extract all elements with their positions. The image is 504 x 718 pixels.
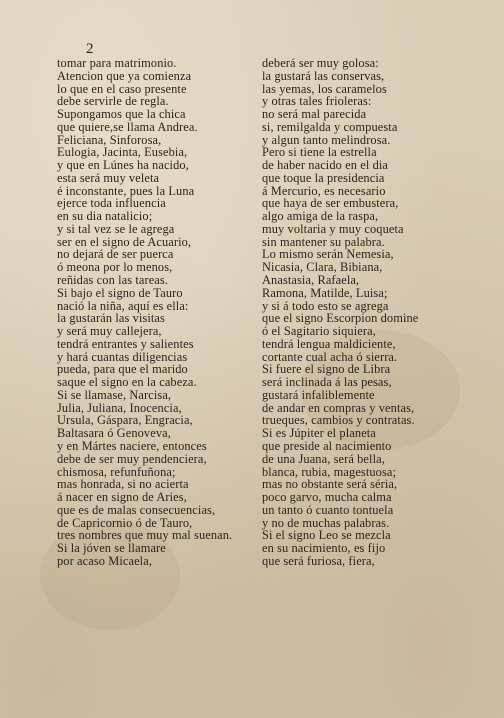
text-line: Si fuere el signo de Libra — [262, 362, 391, 377]
text-line: no será mal parecida — [262, 107, 367, 122]
text-line: é inconstante, pues la Luna — [57, 183, 195, 198]
text-line: por acaso Micaela, — [57, 553, 153, 568]
text-line: nació la niña, aquí es ella: — [57, 298, 189, 313]
text-line: Nicasia, Clara, Bibiana, — [262, 260, 383, 275]
text-line: saque el signo en la cabeza. — [57, 375, 197, 390]
text-line: en su nacimiento, es fijo — [262, 541, 386, 556]
text-line: esta será muy veleta — [57, 170, 160, 185]
text-line: y si á todo esto se agrega — [262, 298, 389, 313]
text-line: sin mantener su palabra. — [262, 234, 385, 249]
text-line: y otras tales frioleras: — [262, 94, 372, 109]
text-line: Si es Júpiter el planeta — [262, 426, 376, 441]
text-line: tendrá entrantes y salientes — [57, 336, 194, 351]
text-line: Julia, Juliana, Inocencia, — [57, 400, 182, 415]
text-line: Si se llamase, Narcisa, — [57, 387, 172, 402]
text-line: será inclinada á las pesas, — [262, 375, 392, 390]
text-line: Eulogia, Jacinta, Eusebia, — [57, 145, 188, 160]
text-line: y hará cuantas diligencias — [57, 349, 188, 364]
text-line: Si el signo Leo se mezcla — [262, 528, 391, 543]
text-line: Anastasia, Rafaela, — [262, 273, 360, 288]
text-line: que haya de ser embustera, — [262, 196, 399, 211]
text-line: Baltasara ó Genoveva, — [57, 426, 171, 441]
text-line: que el signo Escorpion domine — [262, 311, 419, 326]
text-line: Ursula, Gáspara, Engracia, — [57, 413, 193, 428]
page-number: 2 — [86, 41, 94, 57]
text-line: de haber nacido en el dia — [262, 158, 389, 173]
text-line: que será furiosa, fiera, — [262, 553, 375, 568]
text-line: y algun tanto melindrosa. — [262, 132, 391, 147]
text-line: de Capricornio ó de Tauro, — [57, 515, 193, 530]
text-line: ó el Sagitario siquiera, — [262, 324, 376, 339]
text-line: que toque la presidencia — [262, 170, 385, 185]
text-line: y en Mártes naciere, entonces — [57, 438, 207, 453]
text-line: chismosa, refunfuñona; — [57, 464, 176, 479]
text-line: blanca, rubia, magestuosa; — [262, 464, 397, 479]
text-line: Supongamos que la chica — [57, 107, 186, 122]
text-line: poco garvo, mucha calma — [262, 490, 392, 505]
text-line: de andar en compras y ventas, — [262, 400, 415, 415]
text-line: que es de malas consecuencias, — [57, 502, 216, 517]
text-line: reñidas con las tareas. — [57, 273, 169, 288]
text-line: deberá ser muy golosa: — [262, 56, 379, 70]
text-line: á Mercurio, es necesario — [262, 183, 386, 198]
right-text-column — [262, 57, 418, 568]
text-line: muy voltaria y muy coqueta — [262, 221, 404, 236]
text-line: la gustará las conservas, — [262, 68, 385, 83]
text-line: Pero si tiene la estrella — [262, 145, 377, 160]
text-line: Ramona, Matilde, Luisa; — [262, 285, 388, 300]
text-line: á nacer en signo de Aries, — [57, 490, 187, 505]
text-line: Si bajo el signo de Tauro — [57, 285, 183, 300]
text-line: la gustarán las visitas — [57, 311, 165, 326]
text-line: algo amiga de la raspa, — [262, 209, 379, 224]
text-line: gustará infaliblemente — [262, 387, 375, 402]
text-line: las yemas, los caramelos — [262, 81, 387, 96]
text-line: ser en el signo de Acuario, — [57, 234, 192, 249]
text-line: tendrá lengua maldiciente, — [262, 336, 396, 351]
text-line: trueques, cambios y contratas. — [262, 413, 415, 428]
text-line: de una Juana, será bella, — [262, 451, 385, 466]
text-line: Si la jóven se llamare — [57, 541, 166, 556]
text-line: Feliciana, Sinforosa, — [57, 132, 162, 147]
text-line: tomar para matrimonio. — [57, 56, 177, 70]
text-line: Atencion que ya comienza — [57, 68, 192, 83]
text-line: un tanto ó cuanto tontuela — [262, 502, 394, 517]
text-line: no dejará de ser puerca — [57, 247, 174, 262]
text-line: si, remilgalda y compuesta — [262, 119, 398, 134]
text-line: lo que en el caso presente — [57, 81, 187, 96]
text-line: debe servirle de regla. — [57, 94, 169, 109]
text-line: cortante cual acha ó sierra. — [262, 349, 398, 364]
text-line: pueda, para que el marido — [57, 362, 188, 377]
text-line: que preside al nacimiento — [262, 438, 392, 453]
text-line: y no de muchas palabras. — [262, 515, 390, 530]
text-line: tres nombres que muy mal suenan. — [57, 528, 233, 543]
text-line: mas no obstante será séria, — [262, 477, 398, 492]
text-line: y si tal vez se le agrega — [57, 221, 175, 236]
text-line: y será muy callejera, — [57, 324, 162, 339]
text-line: ó meona por lo menos, — [57, 260, 173, 275]
text-line: que quiere,se llama Andrea. — [57, 119, 198, 134]
left-text-column — [57, 57, 232, 568]
text-line: en su dia natalicio; — [57, 209, 153, 224]
text-line: debe de ser muy pendenciera, — [57, 451, 207, 466]
text-line: ejerce toda influencia — [57, 196, 166, 211]
text-line: mas honrada, si no acierta — [57, 477, 189, 492]
text-line: y que en Lúnes ha nacido, — [57, 158, 189, 173]
text-line: Lo mismo serán Nemesia, — [262, 247, 394, 262]
